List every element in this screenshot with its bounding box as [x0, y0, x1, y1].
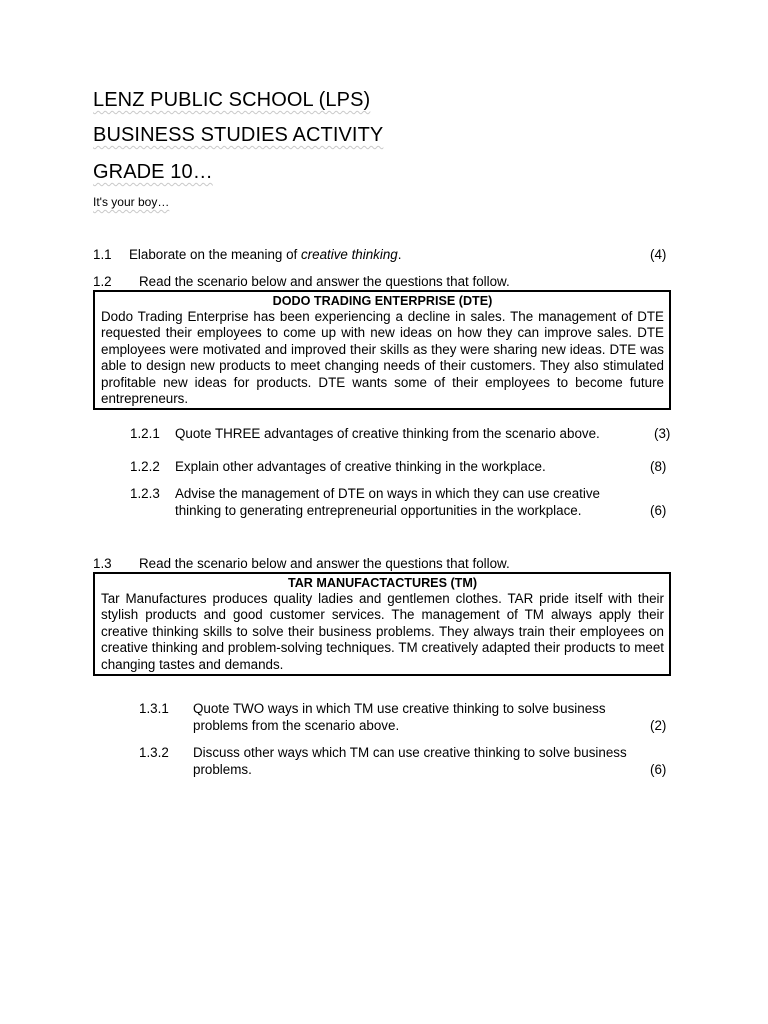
- question-number: 1.3: [93, 556, 112, 571]
- question-marks: (2): [650, 717, 667, 733]
- question-marks: (6): [650, 502, 667, 518]
- question-text-line-1: Quote TWO ways in which TM use creative thinking to solve business: [193, 701, 606, 716]
- scenario-body: Dodo Trading Enterprise has been experiencing a decline in sales. The management of DTE requested their employees to come up with new ideas on how they can improve sales. DTE employees were motivated and improved their skills as they were sharing new ideas. DTE was able to design new products to meet changing needs of their customers. They also stimulated profitable new ideas for products. DTE wants some of their employees to become future entrepreneurs.: [101, 309, 664, 407]
- question-text-line-2: thinking to generating entrepreneurial opportunities in the workplace.: [175, 502, 582, 518]
- grade-title: [93, 160, 213, 184]
- question-text-emphasis: creative thinking: [300, 247, 398, 262]
- question-marks: (6): [650, 761, 667, 777]
- question-text-line-1: Discuss other ways which TM can use creative thinking to solve business: [193, 745, 627, 760]
- question-text: Quote THREE advantages of creative thinking from the scenario above.: [175, 426, 600, 441]
- question-1-2-1: [130, 426, 675, 443]
- question-number: 1.3.1: [139, 701, 169, 716]
- grade-title-text: GRADE 10…: [93, 161, 213, 183]
- question-text-line-2: problems.: [193, 761, 252, 777]
- question-text: Explain other advantages of creative thinking in the workplace.: [175, 459, 546, 474]
- question-1-3-1: [139, 701, 675, 735]
- question-1-2-2: [130, 459, 675, 476]
- question-1-2-3: [130, 486, 675, 520]
- question-number: 1.1: [93, 247, 112, 262]
- question-marks: (4): [650, 247, 667, 262]
- question-marks: (3): [654, 426, 671, 441]
- scenario-box-dte: [93, 290, 671, 410]
- scenario-title: TAR MANUFACTACTURES (TM): [287, 576, 478, 590]
- author-note-text: It's your boy…: [93, 195, 170, 209]
- activity-title-text: BUSINESS STUDIES ACTIVITY: [93, 124, 384, 146]
- question-number: 1.2.1: [130, 426, 160, 441]
- scenario-box-tm: [93, 572, 671, 676]
- question-1-3: [93, 556, 671, 573]
- question-1-2: [93, 274, 671, 291]
- question-instruction: Read the scenario below and answer the questions that follow.: [139, 556, 510, 571]
- school-title: [93, 88, 370, 112]
- question-number: 1.2.3: [130, 486, 160, 501]
- question-text-plain: Elaborate on the meaning of: [129, 247, 301, 262]
- school-title-text: LENZ PUBLIC SCHOOL (LPS): [93, 89, 371, 111]
- activity-title: [93, 123, 383, 147]
- question-text: [129, 247, 401, 264]
- question-1-3-2: [139, 745, 675, 779]
- question-text-line-2: problems from the scenario above.: [193, 717, 400, 733]
- question-instruction: Read the scenario below and answer the questions that follow.: [139, 274, 510, 289]
- question-text-end: .: [397, 247, 402, 262]
- question-number: 1.2.2: [130, 459, 160, 474]
- question-1-1: [93, 247, 671, 264]
- author-note: [93, 194, 169, 210]
- scenario-body: Tar Manufactures produces quality ladies and gentlemen clothes. TAR pride itself with their stylish products and good customer services. The management of TM always apply their creative thinking skills to solve their business problems. They always train their employees on creative thinking and problem-solving techniques. TM creatively adapted their products to meet changing tastes and demands.: [101, 591, 664, 672]
- question-number: 1.3.2: [139, 745, 169, 760]
- question-text-line-1: Advise the management of DTE on ways in which they can use creative: [175, 486, 600, 501]
- question-number: 1.2: [93, 274, 112, 289]
- scenario-title: DODO TRADING ENTERPRISE (DTE): [272, 294, 493, 308]
- question-marks: (8): [650, 459, 667, 474]
